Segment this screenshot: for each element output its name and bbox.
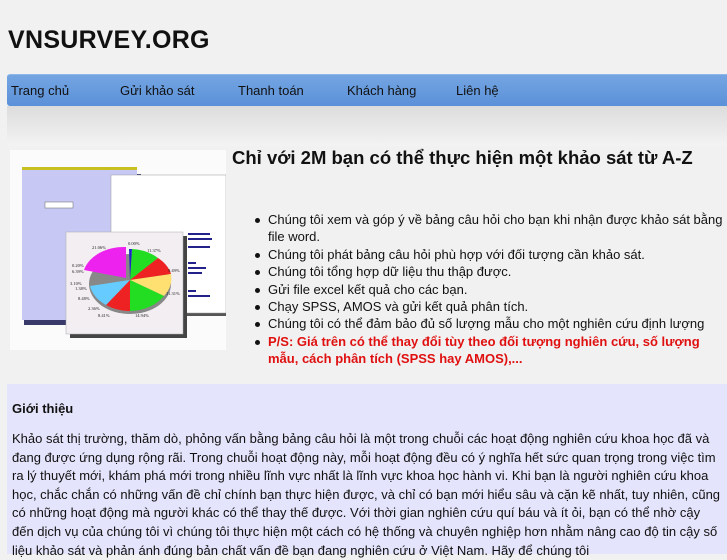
pie-label: 3.10%: [70, 281, 82, 286]
feature-item: Chúng tôi xem và góp ý về bảng câu hỏi cho bạn khi nhận được khảo sát bằng file word.: [268, 212, 723, 245]
nav-payment[interactable]: Thanh toán: [238, 83, 304, 98]
price-note: P/S: Giá trên có thể thay đổi tùy theo đối tượng nghiên cứu, số lượng mẫu, cách phân tích (SPSS hay AMOS),...: [268, 333, 723, 368]
site-title[interactable]: VNSURVEY.ORG: [8, 26, 210, 54]
pie-label: 9.49%: [168, 268, 180, 273]
main-nav: [7, 74, 727, 106]
intro-title: Giới thiệu: [12, 401, 74, 416]
intro-section: [7, 384, 727, 558]
pie-label: 21.06%: [92, 245, 106, 250]
pie-label: 11.31%: [166, 291, 180, 296]
pie-label: 1.38%: [75, 286, 87, 291]
nav-customers[interactable]: Khách hàng: [347, 83, 417, 98]
nav-send-survey[interactable]: Gửi khảo sát: [120, 83, 195, 98]
feature-item: Chúng tôi tổng hợp dữ liệu thu thập được.: [268, 263, 723, 280]
pie-label: 14.94%: [135, 313, 149, 318]
feature-item: Chạy SPSS, AMOS và gửi kết quả phân tích.: [268, 298, 723, 315]
pie-label: 6.39%: [72, 269, 84, 274]
feature-list: [268, 211, 723, 368]
feature-item: Gửi file excel kết quả cho các bạn.: [268, 281, 723, 298]
pie-label: 2.36%: [88, 306, 100, 311]
headline: Chỉ với 2M bạn có thể thực hiện một khảo sát từ A-Z: [232, 147, 693, 168]
pie-label: 8.41%: [98, 313, 110, 318]
pie-label: 11.37%: [147, 248, 161, 253]
nav-home[interactable]: Trang chủ: [11, 83, 70, 98]
survey-illustration: [10, 150, 226, 350]
pie-label: 0.20%: [72, 263, 84, 268]
header-band: [7, 106, 727, 146]
pie-label: 0.00%: [128, 241, 140, 246]
pie-label: 8.48%: [78, 296, 90, 301]
intro-text: Khảo sát thị trường, thăm dò, phỏng vấn bằng bảng câu hỏi là một trong chuỗi các hoạt động nghiên cứu khoa học đã và đang được ứng dụng rộng rãi. Trong chuỗi hoạt động này, mỗi hoạt động đều có ý nghĩa hết sức quan trọng trong việc tìm ra lý thuyết mới, khám phá mới trong nhiều lĩnh vực nhất là lĩnh vực khoa học hành vi. Khi bạn là người nghiên cứu khoa học, chắc chắn có những vấn đề chỉ chính bạn thực hiện được, và chỉ có bạn mới hiểu sâu và cặn kẽ nhất, tuy nhiên, cũng có những hoạt động mà người khác có thể thay thế được. Với thời gian nghiên cứu quí báu và ít ỏi, bạn có thể nhờ cậy đến dịch vụ của chúng tôi vì chúng tôi thực hiện một cách có hệ thống và chuyên nghiệp hơn nhằm nâng cao độ tin cậy số liệu khảo sát và phản ánh đúng bản chất vấn đề bạn đang nghiên cứu ở Việt Nam. Hãy để chúng tôi: [12, 431, 721, 558]
feature-item: Chúng tôi có thể đảm bảo đủ số lượng mẫu cho một nghiên cứu định lượng: [268, 315, 723, 332]
feature-item: Chúng tôi phát bảng câu hỏi phù hợp với đối tượng cần khảo sát.: [268, 246, 723, 263]
nav-contact[interactable]: Liên hệ: [456, 83, 499, 98]
